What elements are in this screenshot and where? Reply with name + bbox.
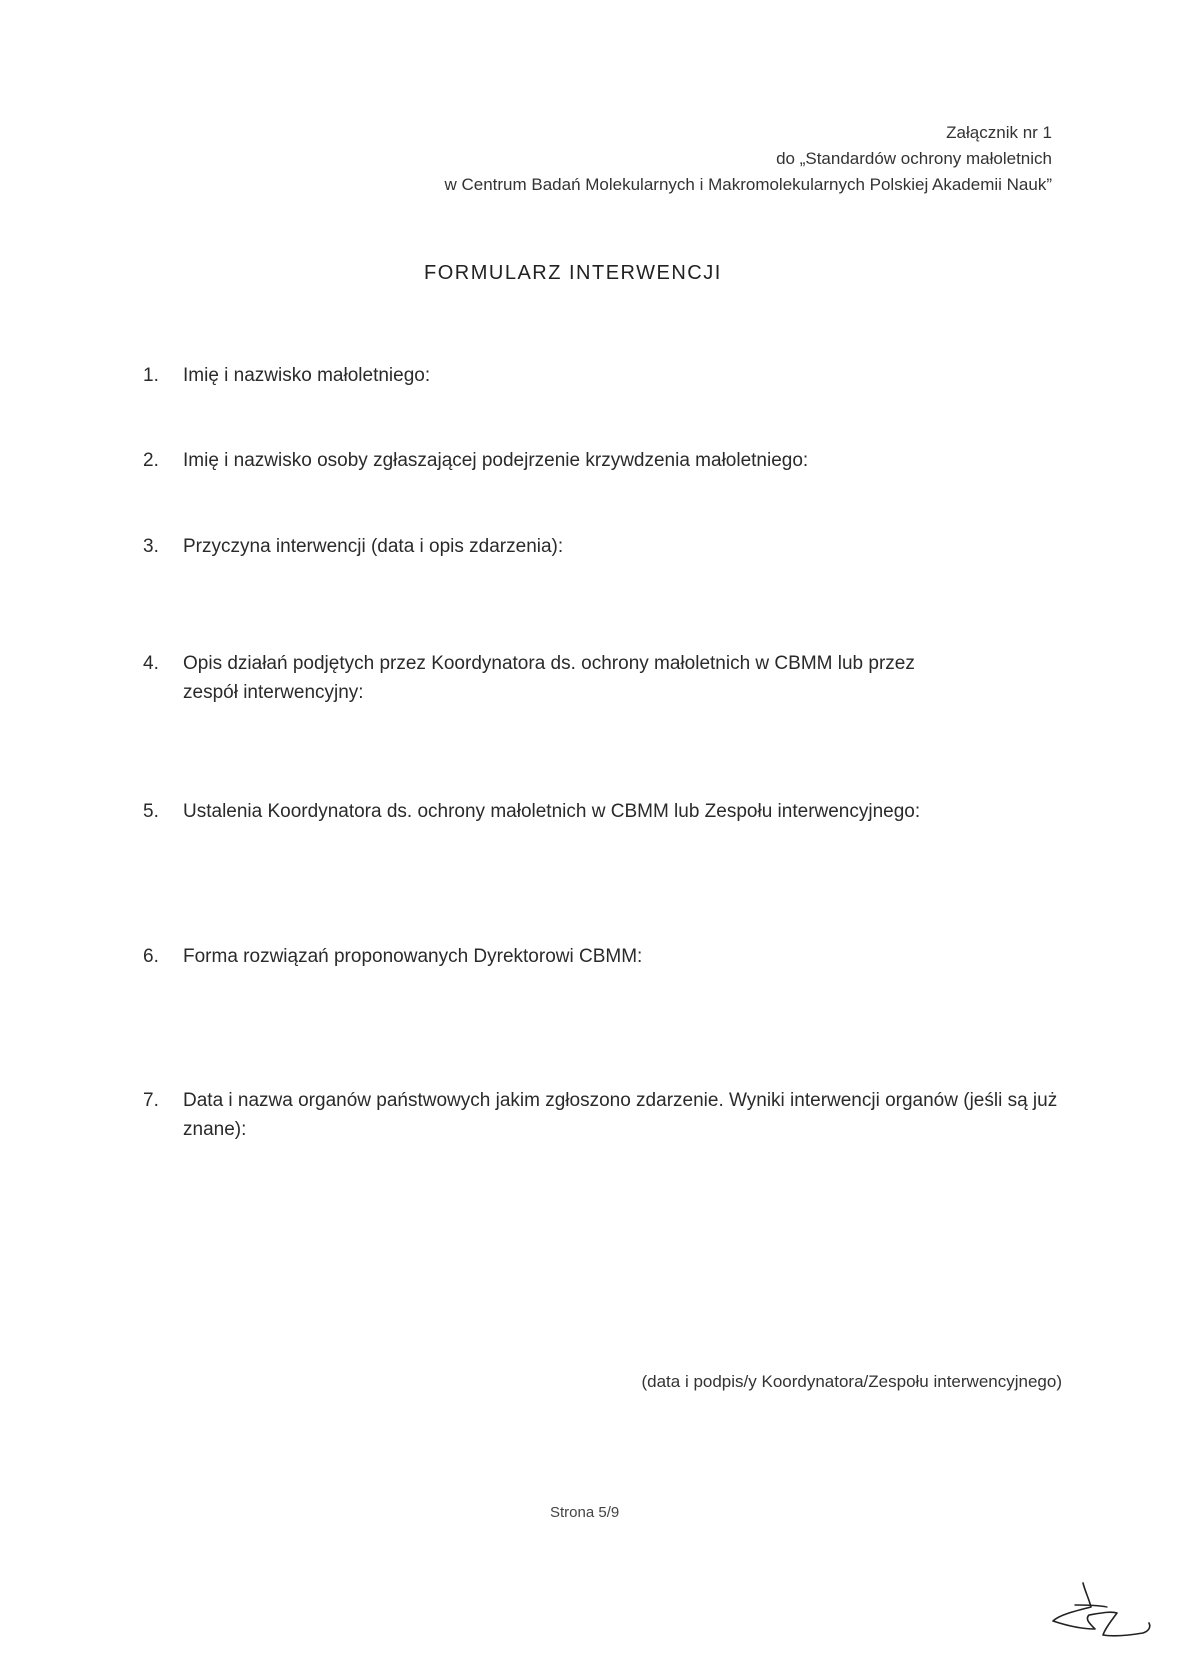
signature-caption: (data i podpis/y Koordynatora/Zespołu interwencyjnego): [641, 1372, 1062, 1391]
form-item-5: [143, 797, 1073, 826]
form-item-3: [143, 532, 1073, 561]
item-number: 4.: [143, 653, 159, 674]
item-number: 3.: [143, 536, 159, 557]
form-item-1: [143, 361, 1073, 390]
item-text: Data i nazwa organów państwowych jakim zgłoszono zdarzenie. Wyniki interwencji organów (jeśli są już znane):: [183, 1090, 1058, 1140]
form-item-6: [143, 942, 1073, 971]
item-number: 6.: [143, 946, 159, 967]
item-number: 5.: [143, 801, 159, 822]
item-text: Imię i nazwisko małoletniego:: [183, 365, 431, 386]
item-text: Forma rozwiązań proponowanych Dyrektorowi CBMM:: [183, 946, 643, 967]
item-number: 1.: [143, 365, 159, 386]
institution-name: w Centrum Badań Molekularnych i Makromolekularnych Polskiej Akademii Nauk”: [444, 175, 1052, 194]
item-number: 2.: [143, 450, 159, 471]
attachment-header: [444, 120, 1052, 198]
form-item-4: [143, 649, 963, 707]
item-text: Przyczyna interwencji (data i opis zdarzenia):: [183, 536, 564, 557]
form-title: FORMULARZ INTERWENCJI: [424, 262, 722, 284]
form-item-7: [143, 1086, 1073, 1144]
attachment-number: Załącznik nr 1: [946, 123, 1052, 142]
item-text: Imię i nazwisko osoby zgłaszającej podejrzenie krzywdzenia małoletniego:: [183, 450, 809, 471]
form-item-2: [143, 446, 1073, 475]
handwritten-signature: [1045, 1575, 1165, 1655]
page-number: Strona 5/9: [550, 1504, 620, 1521]
item-number: 7.: [143, 1090, 159, 1111]
item-text: Opis działań podjętych przez Koordynatora ds. ochrony małoletnich w CBMM lub przez zespół interwencyjny:: [183, 653, 915, 703]
item-text: Ustalenia Koordynatora ds. ochrony małoletnich w CBMM lub Zespołu interwencyjnego:: [183, 801, 921, 822]
attachment-reference: do „Standardów ochrony małoletnich: [776, 149, 1052, 168]
